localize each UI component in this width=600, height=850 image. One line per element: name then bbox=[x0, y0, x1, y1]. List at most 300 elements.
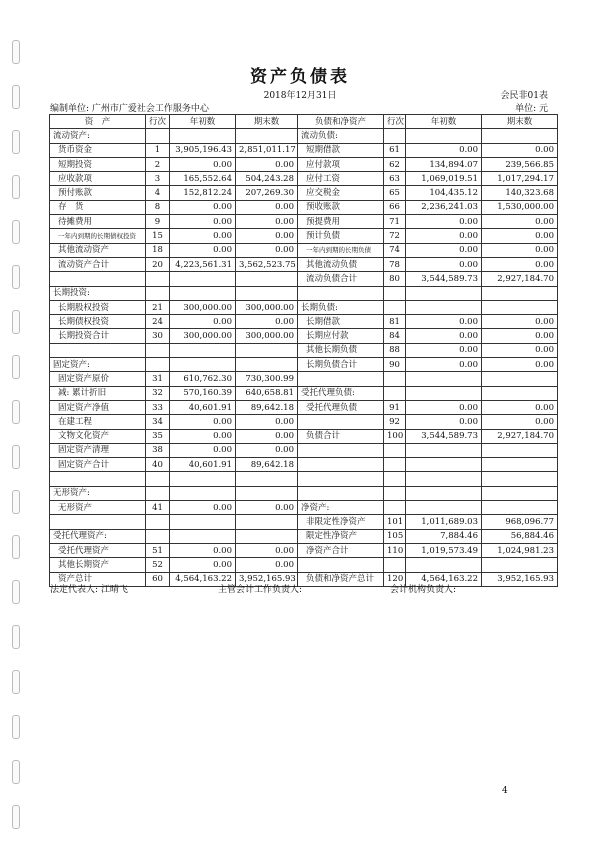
liability-closing bbox=[482, 443, 558, 457]
liability-closing bbox=[482, 300, 558, 314]
liability-opening: 0.00 bbox=[406, 215, 482, 229]
asset-item: 其他长期资产 bbox=[50, 558, 146, 572]
asset-closing: 0.00 bbox=[236, 315, 298, 329]
liability-opening bbox=[406, 129, 482, 143]
asset-line-no: 18 bbox=[146, 243, 170, 257]
asset-opening bbox=[170, 272, 236, 286]
asset-item: 受托代理资产: bbox=[50, 529, 146, 543]
asset-line-no bbox=[146, 286, 170, 300]
liability-closing: 0.00 bbox=[482, 143, 558, 157]
table-row bbox=[50, 429, 558, 443]
liability-closing: 2,927,184.70 bbox=[482, 272, 558, 286]
asset-closing bbox=[236, 343, 298, 357]
table-row bbox=[50, 458, 558, 472]
asset-closing: 0.00 bbox=[236, 229, 298, 243]
liability-opening: 0.00 bbox=[406, 257, 482, 271]
asset-line-no: 9 bbox=[146, 215, 170, 229]
asset-opening: 0.00 bbox=[170, 229, 236, 243]
liability-closing bbox=[482, 286, 558, 300]
table-row bbox=[50, 200, 558, 214]
report-date: 2018年12月31日 bbox=[263, 91, 337, 101]
liability-item: 负债合计 bbox=[298, 429, 384, 443]
liability-closing: 0.00 bbox=[482, 229, 558, 243]
asset-line-no: 41 bbox=[146, 501, 170, 515]
table-row bbox=[50, 229, 558, 243]
liability-line-no bbox=[384, 458, 406, 472]
liability-line-no: 65 bbox=[384, 186, 406, 200]
table-row bbox=[50, 143, 558, 157]
binder-hole bbox=[12, 535, 20, 559]
asset-line-no: 4 bbox=[146, 186, 170, 200]
liability-item bbox=[298, 415, 384, 429]
asset-closing: 207,269.30 bbox=[236, 186, 298, 200]
asset-opening: 610,762.30 bbox=[170, 372, 236, 386]
asset-line-no: 3 bbox=[146, 172, 170, 186]
asset-item: 其他流动资产 bbox=[50, 243, 146, 257]
liability-closing: 0.00 bbox=[482, 243, 558, 257]
asset-item bbox=[50, 472, 146, 486]
liability-closing: 1,017,294.17 bbox=[482, 172, 558, 186]
header-opening: 年初数 bbox=[170, 115, 236, 129]
asset-closing bbox=[236, 272, 298, 286]
binder-hole bbox=[12, 355, 20, 379]
liability-closing bbox=[482, 472, 558, 486]
liability-closing: 2,927,184.70 bbox=[482, 429, 558, 443]
liability-closing bbox=[482, 129, 558, 143]
binder-hole bbox=[12, 445, 20, 469]
asset-line-no bbox=[146, 515, 170, 529]
liability-closing: 0.00 bbox=[482, 358, 558, 372]
preparing-unit: 编制单位: 广州市广爱社会工作服务中心 bbox=[50, 104, 209, 114]
asset-line-no: 32 bbox=[146, 386, 170, 400]
asset-line-no: 40 bbox=[146, 458, 170, 472]
asset-item bbox=[50, 515, 146, 529]
asset-line-no: 33 bbox=[146, 400, 170, 414]
asset-line-no bbox=[146, 529, 170, 543]
accounting-supervisor: 主管会计工作负责人: bbox=[218, 585, 303, 595]
asset-opening bbox=[170, 529, 236, 543]
liability-closing: 0.00 bbox=[482, 329, 558, 343]
liability-line-no bbox=[384, 501, 406, 515]
asset-closing bbox=[236, 129, 298, 143]
liability-item: 一年内到期的长期负债 bbox=[298, 243, 384, 257]
liability-closing: 56,884.46 bbox=[482, 529, 558, 543]
liability-opening: 134,894.07 bbox=[406, 157, 482, 171]
header-closing: 期末数 bbox=[482, 115, 558, 129]
liability-item: 净资产合计 bbox=[298, 543, 384, 557]
asset-closing: 0.00 bbox=[236, 501, 298, 515]
liability-line-no: 74 bbox=[384, 243, 406, 257]
page-number: 4 bbox=[502, 786, 508, 796]
asset-closing: 0.00 bbox=[236, 200, 298, 214]
binder-hole bbox=[12, 310, 20, 334]
asset-opening: 570,160.39 bbox=[170, 386, 236, 400]
asset-item: 固定资产合计 bbox=[50, 458, 146, 472]
asset-closing: 0.00 bbox=[236, 215, 298, 229]
liability-opening bbox=[406, 472, 482, 486]
asset-closing: 0.00 bbox=[236, 429, 298, 443]
liability-line-no: 88 bbox=[384, 343, 406, 357]
asset-opening: 40,601.91 bbox=[170, 458, 236, 472]
liability-opening bbox=[406, 386, 482, 400]
liability-item: 其他长期负债 bbox=[298, 343, 384, 357]
liability-item: 长期负债合计 bbox=[298, 358, 384, 372]
liability-line-no: 120 bbox=[384, 572, 406, 586]
asset-closing: 300,000.00 bbox=[236, 300, 298, 314]
liability-line-no bbox=[384, 286, 406, 300]
liability-opening: 3,544,589.73 bbox=[406, 272, 482, 286]
liability-line-no bbox=[384, 372, 406, 386]
binder-hole bbox=[12, 490, 20, 514]
liability-item: 非限定性净资产 bbox=[298, 515, 384, 529]
liability-line-no: 101 bbox=[384, 515, 406, 529]
asset-opening: 0.00 bbox=[170, 200, 236, 214]
asset-line-no: 52 bbox=[146, 558, 170, 572]
asset-item: 长期投资合计 bbox=[50, 329, 146, 343]
liability-opening: 0.00 bbox=[406, 358, 482, 372]
asset-item: 受托代理资产 bbox=[50, 543, 146, 557]
binder-hole bbox=[12, 400, 20, 424]
liability-item: 受托代理负债: bbox=[298, 386, 384, 400]
liability-line-no bbox=[384, 472, 406, 486]
liability-closing: 3,952,165.93 bbox=[482, 572, 558, 586]
table-row bbox=[50, 372, 558, 386]
asset-closing bbox=[236, 529, 298, 543]
asset-closing: 0.00 bbox=[236, 558, 298, 572]
asset-item bbox=[50, 272, 146, 286]
binder-hole bbox=[12, 175, 20, 199]
asset-opening: 3,905,196.43 bbox=[170, 143, 236, 157]
asset-line-no: 51 bbox=[146, 543, 170, 557]
asset-opening: 0.00 bbox=[170, 415, 236, 429]
asset-line-no: 2 bbox=[146, 157, 170, 171]
liability-item: 流动负债合计 bbox=[298, 272, 384, 286]
liability-item: 预提费用 bbox=[298, 215, 384, 229]
liability-closing: 0.00 bbox=[482, 215, 558, 229]
table-header-row bbox=[50, 115, 558, 129]
liability-closing bbox=[482, 386, 558, 400]
table-row bbox=[50, 272, 558, 286]
asset-item: 固定资产原价 bbox=[50, 372, 146, 386]
table-row bbox=[50, 243, 558, 257]
asset-opening bbox=[170, 286, 236, 300]
table-row bbox=[50, 558, 558, 572]
asset-line-no: 1 bbox=[146, 143, 170, 157]
table-row bbox=[50, 315, 558, 329]
liability-item bbox=[298, 443, 384, 457]
binder-hole bbox=[12, 220, 20, 244]
table-row bbox=[50, 358, 558, 372]
liability-line-no: 105 bbox=[384, 529, 406, 543]
asset-opening bbox=[170, 515, 236, 529]
liability-closing: 140,323.68 bbox=[482, 186, 558, 200]
asset-closing: 0.00 bbox=[236, 415, 298, 429]
liability-opening: 104,435.12 bbox=[406, 186, 482, 200]
liability-item bbox=[298, 372, 384, 386]
liability-item: 长期应付款 bbox=[298, 329, 384, 343]
table-row bbox=[50, 129, 558, 143]
liability-closing: 0.00 bbox=[482, 257, 558, 271]
liability-line-no: 90 bbox=[384, 358, 406, 372]
liability-item bbox=[298, 558, 384, 572]
liability-opening: 1,069,019.51 bbox=[406, 172, 482, 186]
asset-line-no: 38 bbox=[146, 443, 170, 457]
liability-opening bbox=[406, 501, 482, 515]
liability-item: 预收账款 bbox=[298, 200, 384, 214]
liability-opening: 0.00 bbox=[406, 243, 482, 257]
asset-opening: 165,552.64 bbox=[170, 172, 236, 186]
asset-line-no bbox=[146, 472, 170, 486]
asset-closing: 0.00 bbox=[236, 157, 298, 171]
asset-line-no bbox=[146, 358, 170, 372]
liability-closing bbox=[482, 501, 558, 515]
liability-line-no: 84 bbox=[384, 329, 406, 343]
liability-opening: 1,011,689.03 bbox=[406, 515, 482, 529]
liability-line-no: 81 bbox=[384, 315, 406, 329]
asset-item: 固定资产: bbox=[50, 358, 146, 372]
binder-hole bbox=[12, 130, 20, 154]
asset-line-no: 15 bbox=[146, 229, 170, 243]
asset-closing: 730,300.99 bbox=[236, 372, 298, 386]
liability-item: 应付工资 bbox=[298, 172, 384, 186]
binder-hole bbox=[12, 805, 20, 829]
liability-opening: 0.00 bbox=[406, 229, 482, 243]
liability-line-no: 100 bbox=[384, 429, 406, 443]
table-row bbox=[50, 343, 558, 357]
liability-item: 其他流动负债 bbox=[298, 257, 384, 271]
liability-line-no: 92 bbox=[384, 415, 406, 429]
asset-item bbox=[50, 343, 146, 357]
liability-opening: 1,019,573.49 bbox=[406, 543, 482, 557]
asset-item: 流动资产合计 bbox=[50, 257, 146, 271]
liability-line-no: 71 bbox=[384, 215, 406, 229]
liability-item bbox=[298, 458, 384, 472]
liability-line-no bbox=[384, 129, 406, 143]
liability-item: 长期借款 bbox=[298, 315, 384, 329]
header-line-no: 行次 bbox=[384, 115, 406, 129]
asset-item: 减: 累计折旧 bbox=[50, 386, 146, 400]
asset-closing bbox=[236, 472, 298, 486]
asset-line-no bbox=[146, 129, 170, 143]
asset-closing: 300,000.00 bbox=[236, 329, 298, 343]
liability-opening bbox=[406, 558, 482, 572]
liability-closing: 0.00 bbox=[482, 343, 558, 357]
asset-item: 在建工程 bbox=[50, 415, 146, 429]
asset-item: 存 货 bbox=[50, 200, 146, 214]
asset-opening: 0.00 bbox=[170, 443, 236, 457]
asset-line-no: 60 bbox=[146, 572, 170, 586]
asset-line-no: 21 bbox=[146, 300, 170, 314]
liability-line-no: 80 bbox=[384, 272, 406, 286]
asset-item: 资产总计 bbox=[50, 572, 146, 586]
liability-line-no bbox=[384, 558, 406, 572]
liability-item: 净资产: bbox=[298, 501, 384, 515]
asset-opening: 40,601.91 bbox=[170, 400, 236, 414]
asset-opening: 0.00 bbox=[170, 558, 236, 572]
table-row bbox=[50, 472, 558, 486]
asset-closing: 640,658.81 bbox=[236, 386, 298, 400]
liability-item bbox=[298, 472, 384, 486]
binder-hole bbox=[12, 760, 20, 784]
asset-opening: 0.00 bbox=[170, 315, 236, 329]
liability-line-no bbox=[384, 443, 406, 457]
liability-opening bbox=[406, 486, 482, 500]
liability-line-no: 72 bbox=[384, 229, 406, 243]
asset-line-no: 35 bbox=[146, 429, 170, 443]
asset-opening: 300,000.00 bbox=[170, 300, 236, 314]
asset-item: 流动资产: bbox=[50, 129, 146, 143]
currency-unit: 单位: 元 bbox=[515, 104, 548, 114]
asset-opening bbox=[170, 129, 236, 143]
table-row bbox=[50, 443, 558, 457]
asset-line-no: 24 bbox=[146, 315, 170, 329]
asset-item: 一年内到期的长期债权投资 bbox=[50, 229, 146, 243]
binder-holes bbox=[12, 40, 20, 840]
asset-closing: 0.00 bbox=[236, 543, 298, 557]
liability-opening: 0.00 bbox=[406, 315, 482, 329]
header-line-no: 行次 bbox=[146, 115, 170, 129]
asset-line-no bbox=[146, 486, 170, 500]
liability-item: 流动负债: bbox=[298, 129, 384, 143]
table-row bbox=[50, 257, 558, 271]
asset-line-no: 8 bbox=[146, 200, 170, 214]
accounting-dept-head: 会计机构负责人: bbox=[390, 585, 457, 595]
asset-opening: 4,564,163.22 bbox=[170, 572, 236, 586]
asset-item: 长期投资: bbox=[50, 286, 146, 300]
table-row bbox=[50, 172, 558, 186]
header-assets: 资 产 bbox=[50, 115, 146, 129]
liability-line-no bbox=[384, 386, 406, 400]
table-row bbox=[50, 386, 558, 400]
liability-opening: 0.00 bbox=[406, 415, 482, 429]
liability-closing: 1,024,981.23 bbox=[482, 543, 558, 557]
header-liabilities: 负债和净资产 bbox=[298, 115, 384, 129]
liability-closing: 239,566.85 bbox=[482, 157, 558, 171]
asset-line-no: 20 bbox=[146, 257, 170, 271]
legal-representative: 法定代表人: 江晴飞 bbox=[50, 585, 128, 595]
asset-closing: 0.00 bbox=[236, 443, 298, 457]
table-row bbox=[50, 400, 558, 414]
form-code: 会民非01表 bbox=[500, 91, 548, 101]
asset-item: 应收款项 bbox=[50, 172, 146, 186]
table-row bbox=[50, 186, 558, 200]
asset-item: 长期债权投资 bbox=[50, 315, 146, 329]
asset-item: 长期股权投资 bbox=[50, 300, 146, 314]
binder-hole bbox=[12, 625, 20, 649]
asset-closing: 504,243.28 bbox=[236, 172, 298, 186]
asset-closing: 3,952,165.93 bbox=[236, 572, 298, 586]
asset-item: 固定资产净值 bbox=[50, 400, 146, 414]
table-row bbox=[50, 329, 558, 343]
asset-opening bbox=[170, 358, 236, 372]
asset-opening: 152,812.24 bbox=[170, 186, 236, 200]
asset-opening bbox=[170, 472, 236, 486]
asset-opening bbox=[170, 343, 236, 357]
liability-closing bbox=[482, 486, 558, 500]
asset-closing: 89,642.18 bbox=[236, 458, 298, 472]
liability-line-no: 61 bbox=[384, 143, 406, 157]
liability-closing bbox=[482, 372, 558, 386]
liability-item bbox=[298, 286, 384, 300]
binder-hole bbox=[12, 580, 20, 604]
asset-opening: 4,223,561.31 bbox=[170, 257, 236, 271]
liability-line-no: 110 bbox=[384, 543, 406, 557]
table-row bbox=[50, 543, 558, 557]
liability-opening: 3,544,589.73 bbox=[406, 429, 482, 443]
table-row bbox=[50, 157, 558, 171]
asset-line-no: 30 bbox=[146, 329, 170, 343]
liability-closing: 1,530,000.00 bbox=[482, 200, 558, 214]
asset-opening: 0.00 bbox=[170, 543, 236, 557]
liability-item: 预计负债 bbox=[298, 229, 384, 243]
asset-opening: 0.00 bbox=[170, 243, 236, 257]
asset-opening: 0.00 bbox=[170, 501, 236, 515]
liability-line-no: 78 bbox=[384, 257, 406, 271]
liability-line-no bbox=[384, 486, 406, 500]
asset-line-no: 34 bbox=[146, 415, 170, 429]
asset-closing bbox=[236, 286, 298, 300]
asset-opening bbox=[170, 486, 236, 500]
liability-closing: 968,096.77 bbox=[482, 515, 558, 529]
asset-line-no bbox=[146, 343, 170, 357]
asset-closing: 0.00 bbox=[236, 243, 298, 257]
liability-opening: 4,564,163.22 bbox=[406, 572, 482, 586]
document-title: 资产负债表 bbox=[250, 67, 350, 87]
asset-closing: 3,562,523.75 bbox=[236, 257, 298, 271]
asset-item: 无形资产 bbox=[50, 501, 146, 515]
liability-closing: 0.00 bbox=[482, 400, 558, 414]
liability-opening: 0.00 bbox=[406, 400, 482, 414]
liability-opening: 0.00 bbox=[406, 343, 482, 357]
asset-opening: 0.00 bbox=[170, 157, 236, 171]
liability-line-no: 91 bbox=[384, 400, 406, 414]
asset-opening: 0.00 bbox=[170, 215, 236, 229]
liability-item: 负债和净资产总计 bbox=[298, 572, 384, 586]
binder-hole bbox=[12, 265, 20, 289]
liability-line-no: 66 bbox=[384, 200, 406, 214]
asset-closing: 2,851,011.17 bbox=[236, 143, 298, 157]
asset-closing bbox=[236, 358, 298, 372]
asset-opening: 0.00 bbox=[170, 429, 236, 443]
liability-opening bbox=[406, 443, 482, 457]
asset-item: 短期投资 bbox=[50, 157, 146, 171]
liability-item: 长期负债: bbox=[298, 300, 384, 314]
asset-item: 预付账款 bbox=[50, 186, 146, 200]
asset-line-no bbox=[146, 272, 170, 286]
asset-line-no: 31 bbox=[146, 372, 170, 386]
liability-opening: 0.00 bbox=[406, 329, 482, 343]
liability-item: 应交税金 bbox=[298, 186, 384, 200]
table-row bbox=[50, 486, 558, 500]
asset-item: 无形资产: bbox=[50, 486, 146, 500]
liability-opening bbox=[406, 300, 482, 314]
liability-line-no: 63 bbox=[384, 172, 406, 186]
liability-closing bbox=[482, 458, 558, 472]
liability-line-no bbox=[384, 300, 406, 314]
asset-item: 货币资金 bbox=[50, 143, 146, 157]
liability-item: 短期借款 bbox=[298, 143, 384, 157]
asset-opening: 300,000.00 bbox=[170, 329, 236, 343]
liability-closing: 0.00 bbox=[482, 415, 558, 429]
asset-closing bbox=[236, 486, 298, 500]
table-row bbox=[50, 415, 558, 429]
table-row bbox=[50, 300, 558, 314]
liability-closing: 0.00 bbox=[482, 315, 558, 329]
liability-closing bbox=[482, 558, 558, 572]
liability-item bbox=[298, 486, 384, 500]
liability-line-no: 62 bbox=[384, 157, 406, 171]
liability-opening bbox=[406, 372, 482, 386]
